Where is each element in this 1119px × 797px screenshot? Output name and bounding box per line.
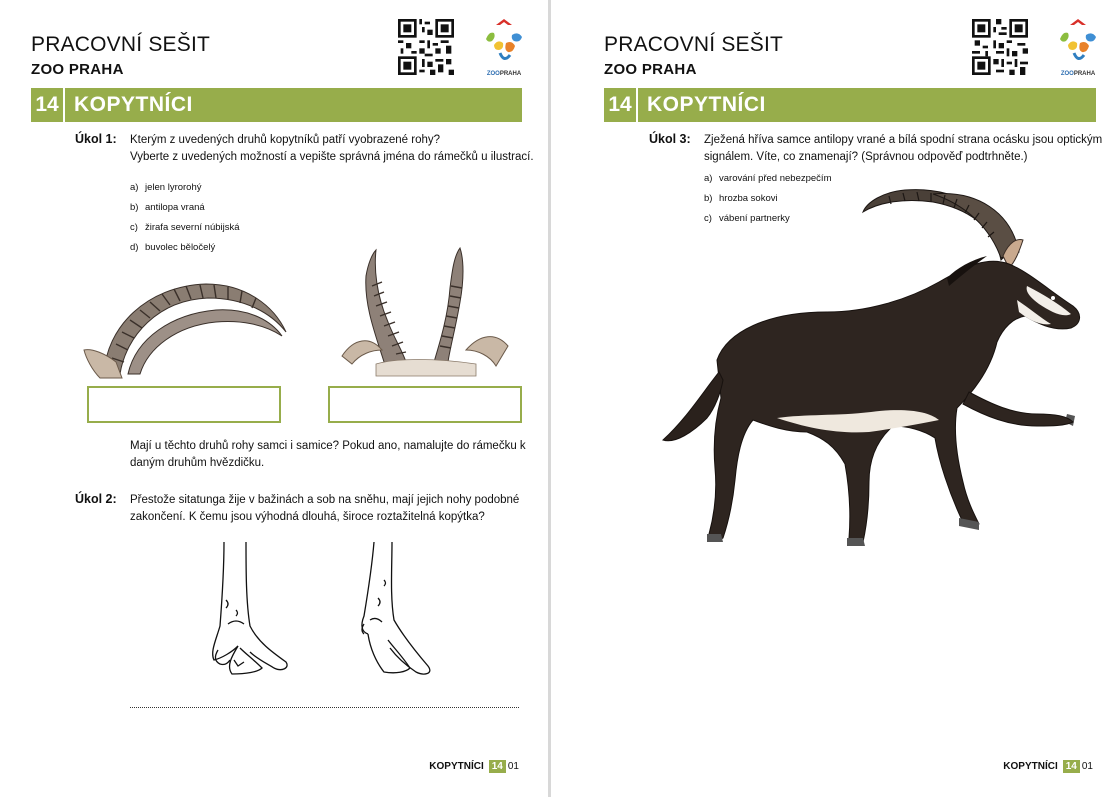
option-letter: c) — [704, 213, 712, 224]
task3-line2: signálem. Víte, co znamenají? (Správnou odpověď podtrhněte.) — [704, 151, 1028, 163]
zoo-praha-logo-icon[interactable] — [1056, 19, 1100, 77]
option-text: hrozba sokovi — [719, 193, 778, 204]
task1-option-c — [130, 222, 240, 234]
option-text: vábení partnerky — [719, 213, 790, 224]
section-number: 14 — [31, 88, 65, 122]
task1-followup-line2: daným druhům hvězdičku. — [130, 457, 265, 469]
logo-text-zoo: ZOO — [486, 71, 500, 77]
logo-text-praha: PRAHA — [499, 71, 522, 77]
option-text: antilopa vraná — [145, 202, 205, 213]
section-band — [31, 88, 522, 122]
workbook-subtitle: ZOO PRAHA — [31, 61, 124, 78]
task1-option-a — [130, 182, 202, 194]
sable-antelope-icon — [657, 182, 1097, 562]
footer-page-number: 01 — [507, 761, 519, 772]
sitatunga-hoof-icon — [206, 540, 296, 682]
section-title: KOPYTNÍCI — [647, 93, 766, 116]
option-text: žirafa severní núbijská — [145, 222, 240, 233]
footer-page-number: 01 — [1081, 761, 1093, 772]
task2-line2: zakončení. K čemu jsou výhodná dlouhá, široce roztažitelná kopýtka? — [130, 511, 485, 523]
logo-text-zoo: ZOO — [1060, 71, 1074, 77]
curved-horns-icon — [76, 278, 291, 382]
option-letter: a) — [130, 182, 139, 193]
footer-section: KOPYTNÍCI — [1003, 761, 1058, 772]
footer-tag: 14 — [1063, 760, 1080, 773]
workbook-title: PRACOVNÍ SEŠIT — [604, 33, 784, 56]
task2-label: Úkol 2: — [75, 492, 117, 506]
lyre-horns-icon — [336, 246, 516, 378]
answer-box-horns-1[interactable] — [87, 386, 281, 423]
task1-label: Úkol 1: — [75, 132, 117, 146]
workbook-subtitle: ZOO PRAHA — [604, 61, 697, 78]
task1-option-d — [130, 242, 215, 254]
option-letter: d) — [130, 242, 139, 253]
option-letter: a) — [704, 173, 713, 184]
qr-code-icon[interactable] — [972, 19, 1028, 75]
option-letter: b) — [704, 193, 713, 204]
task2-answer-line[interactable] — [130, 704, 519, 708]
answer-box-horns-2[interactable] — [328, 386, 522, 423]
option-text: jelen lyrorohý — [145, 182, 202, 193]
option-letter: c) — [130, 222, 138, 233]
reindeer-hoof-icon — [354, 540, 444, 682]
right-page — [551, 0, 1119, 797]
workbook-title: PRACOVNÍ SEŠIT — [31, 33, 211, 56]
task1-option-b — [130, 202, 205, 214]
left-footer — [0, 760, 519, 776]
right-footer — [551, 760, 1093, 776]
task3-label: Úkol 3: — [649, 132, 691, 146]
option-text: varování před nebezpečím — [719, 173, 832, 184]
option-text: buvolec běločelý — [145, 242, 216, 253]
footer-section: KOPYTNÍCI — [429, 761, 484, 772]
section-number: 14 — [604, 88, 638, 122]
task1-line2: Vyberte z uvedených možností a vepište správná jména do rámečků u ilustrací. — [130, 151, 534, 163]
task1-followup-line1: Mají u těchto druhů rohy samci i samice? Pokud ano, namalujte do rámečku k — [130, 440, 526, 452]
task2-line1: Přestože sitatunga žije v bažinách a sob na sněhu, mají jejich nohy podobné — [130, 494, 520, 506]
option-letter: b) — [130, 202, 139, 213]
task3-line1: Zježená hříva samce antilopy vrané a bílá spodní strana ocásku jsou optickým — [704, 134, 1103, 146]
qr-code-icon[interactable] — [398, 19, 454, 75]
section-title: KOPYTNÍCI — [74, 93, 193, 116]
logo-text-praha: PRAHA — [1073, 71, 1096, 77]
left-page — [0, 0, 548, 797]
section-band — [604, 88, 1096, 122]
task1-line1: Kterým z uvedených druhů kopytníků patří vyobrazené rohy? — [130, 134, 441, 146]
footer-tag: 14 — [489, 760, 506, 773]
zoo-praha-logo-icon[interactable] — [482, 19, 526, 77]
